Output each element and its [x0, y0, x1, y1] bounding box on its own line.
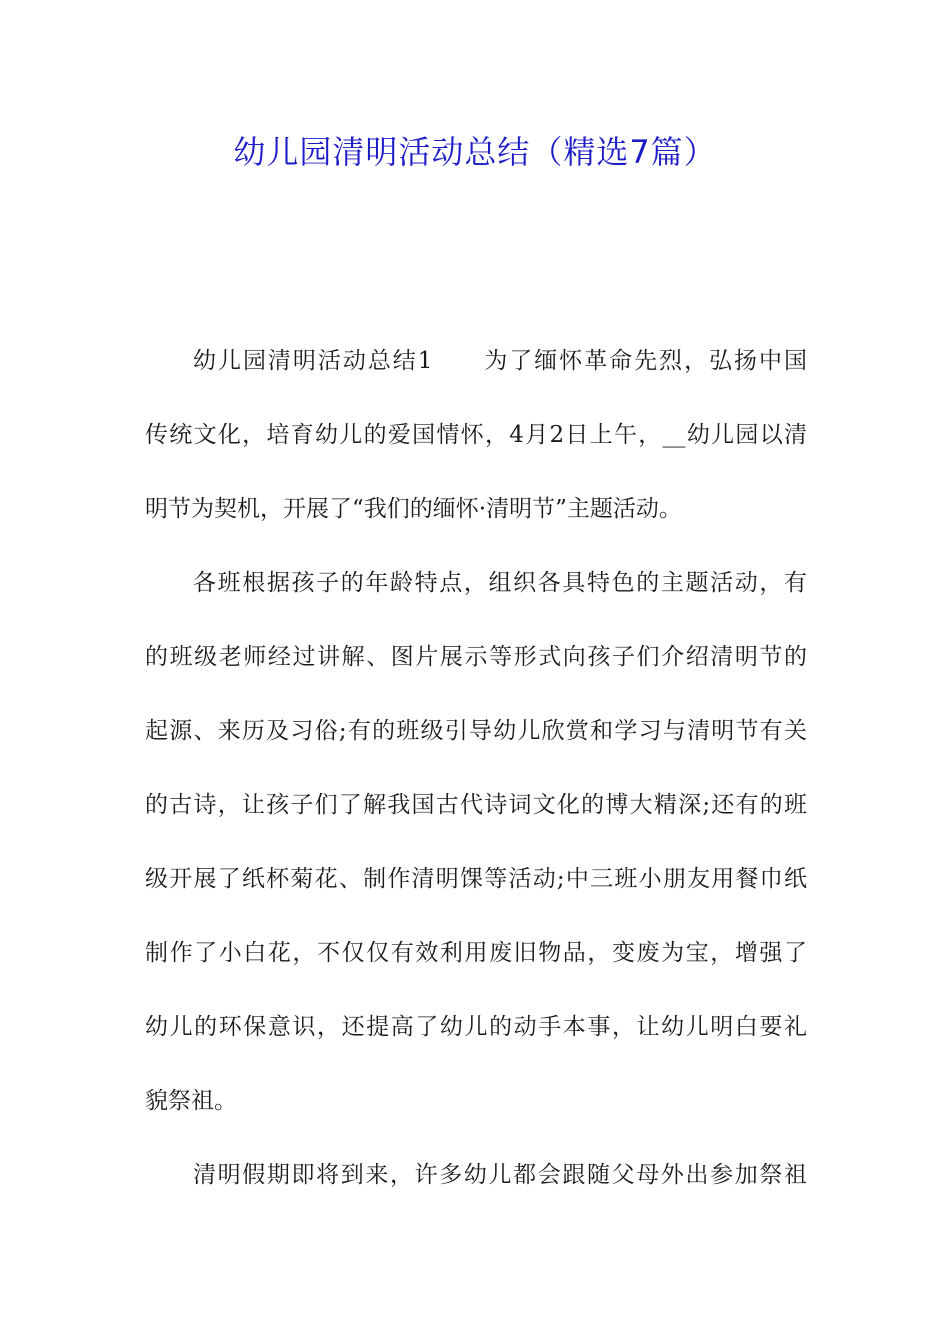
body-line: 制作了小白花，不仅仅有效利用废旧物品，变废为宝，增强了 [145, 940, 807, 966]
body-line: 起源、来历及习俗;有的班级引导幼儿欣赏和学习与清明节有关 [145, 718, 807, 744]
body-line: 貌祭祖。 [145, 1088, 237, 1114]
body-line: 明节为契机，开展了“我们的缅怀·清明节”主题活动。 [145, 496, 682, 522]
body-line: 级开展了纸杯菊花、制作清明馃等活动;中三班小朋友用餐巾纸 [145, 866, 807, 892]
body-line: 的班级老师经过讲解、图片展示等形式向孩子们介绍清明节的 [145, 644, 807, 670]
body-line: 的古诗，让孩子们了解我国古代诗词文化的博大精深;还有的班 [145, 792, 807, 818]
document-title: 幼儿园清明活动总结（精选7篇） [233, 133, 717, 171]
body-line: 幼儿园清明活动总结1 为了缅怀革命先烈，弘扬中国 [193, 348, 807, 374]
document-body [145, 338, 807, 1226]
body-line: 清明假期即将到来，许多幼儿都会跟随父母外出参加祭祖 [193, 1162, 807, 1188]
body-line: 幼儿的环保意识，还提高了幼儿的动手本事，让幼儿明白要礼 [145, 1014, 807, 1040]
body-line: 传统文化，培育幼儿的爱国情怀，4月2日上午，__幼儿园以清 [145, 422, 807, 448]
body-line: 各班根据孩子的年龄特点，组织各具特色的主题活动，有 [193, 570, 807, 596]
